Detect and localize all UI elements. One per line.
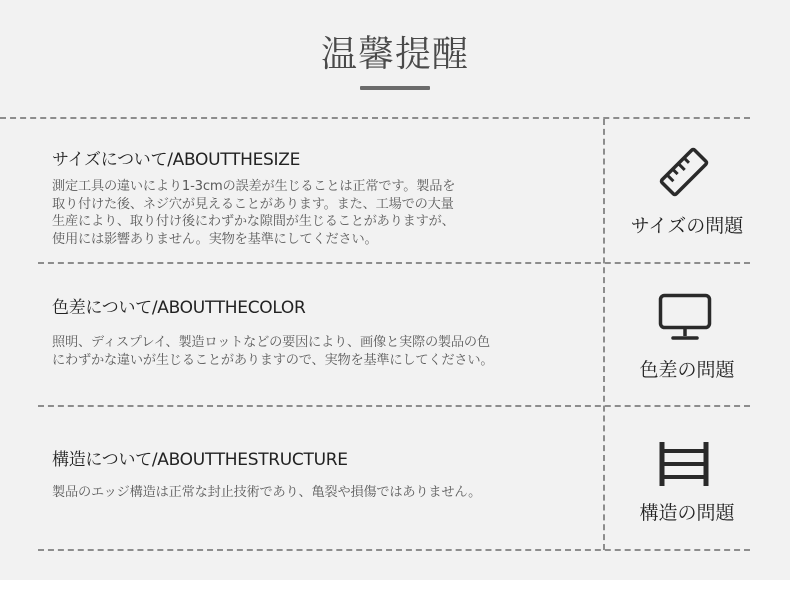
column-divider [603, 119, 605, 550]
section-body: 製品のエッジ構造は正常な封止技術であり、亀裂や損傷ではありません。 [52, 485, 482, 500]
ruler-icon [658, 146, 710, 198]
monitor-icon [658, 293, 712, 341]
icon-label: 色差の問題 [639, 359, 735, 381]
section-heading: 色差について/ABOUTTHECOLOR [52, 298, 306, 318]
divider-2 [38, 405, 750, 407]
page-title: 温馨提醒 [320, 34, 469, 75]
icon-label: サイズの問題 [630, 215, 744, 237]
divider-1 [38, 262, 750, 264]
divider-bottom [38, 549, 750, 551]
divider-top [0, 117, 750, 119]
section-body: 照明、ディスプレイ、製造ロットなどの要因により、画像と実際の製品の色 にわずかな違いが生じることがありますので、実物を基準にしてください。 [52, 335, 494, 368]
icon-label: 構造の問題 [639, 502, 735, 524]
section-heading: 構造について/ABOUTTHESTRUCTURE [52, 450, 348, 470]
section-body: 測定工具の違いにより1-3cmの誤差が生じることは正常です。製品を 取り付けた後、ネジ穴が見えることがあります。また、工場での大量 生産により、取り付け後にわずかな隙間が生じることがありますが、 使用には影響ありません。実物を基準にしてください。 [52, 179, 456, 247]
ladder-icon [659, 441, 709, 487]
section-heading: サイズについて/ABOUTTHESIZE [52, 150, 301, 170]
title-underline [360, 86, 430, 90]
